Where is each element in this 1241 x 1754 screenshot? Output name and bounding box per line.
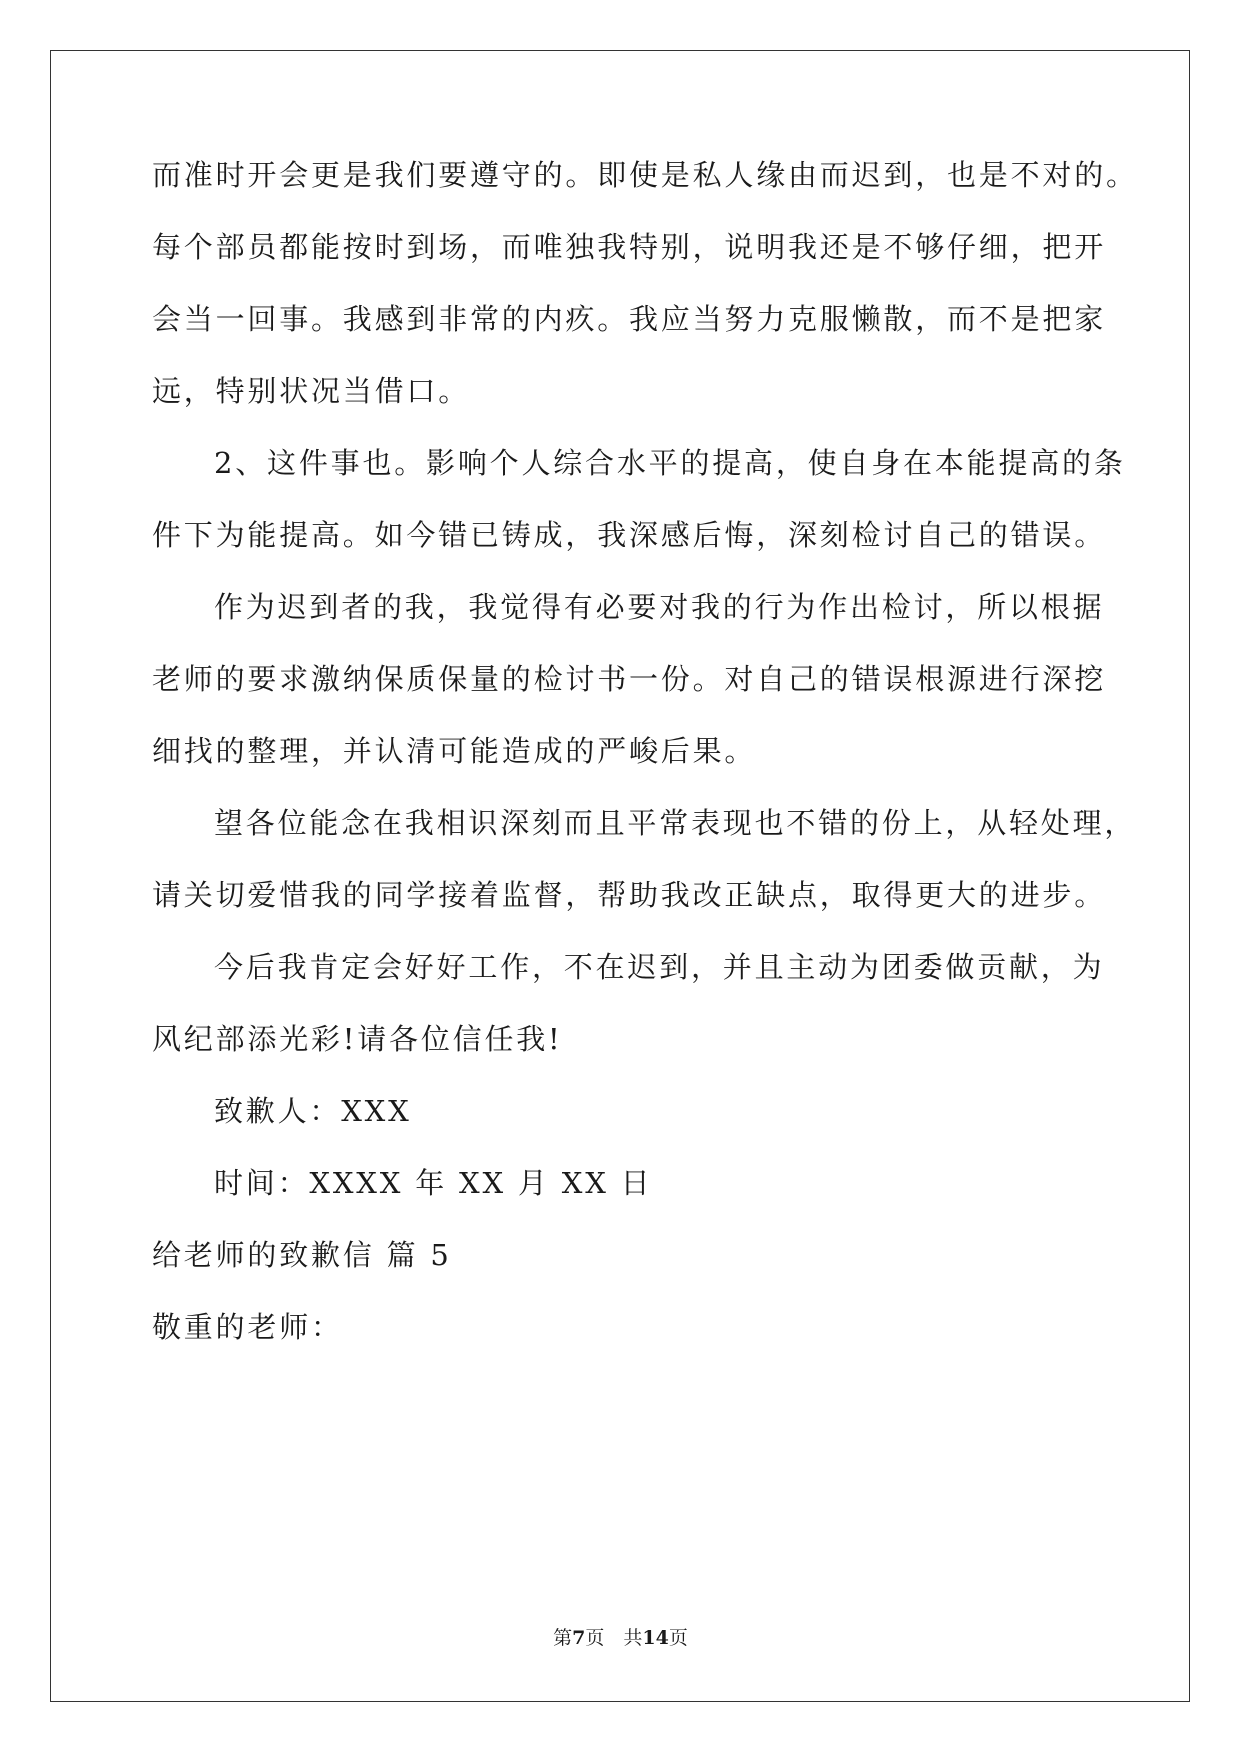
body-line: 远，特别状况当借口。 [152, 374, 471, 408]
body-line: 请关切爱惜我的同学接着监督，帮助我改正缺点，取得更大的进步。 [152, 878, 1107, 912]
paragraph-start: 望各位能念在我相识深刻而且平常表现也不错的份上，从轻处理， [214, 806, 1137, 840]
body-line: 件下为能提高。如今错已铸成，我深感后悔，深刻检讨自己的错误。 [152, 518, 1107, 552]
footer-suffix: 页 [668, 1627, 688, 1649]
current-page-number: 7 [572, 1627, 586, 1649]
salutation: 敬重的老师： [152, 1310, 343, 1344]
body-line: 而准时开会更是我们要遵守的。即使是私人缘由而迟到，也是不对的。 [152, 158, 1138, 192]
signature-line: 致歉人：XXX [214, 1094, 412, 1128]
body-line: 老师的要求激纳保质保量的检讨书一份。对自己的错误根源进行深挖 [152, 662, 1107, 696]
body-line: 风纪部添光彩!请各位信任我! [152, 1022, 563, 1056]
date-line: 时间：XXXX 年 XX 月 XX 日 [214, 1166, 653, 1200]
body-line: 每个部员都能按时到场，而唯独我特别，说明我还是不够仔细，把开 [152, 230, 1107, 264]
page-footer [0, 1625, 1241, 1651]
paragraph-start: 今后我肯定会好好工作，不在迟到，并且主动为团委做贡献，为 [214, 950, 1105, 984]
footer-middle: 页 共 [585, 1627, 643, 1649]
paragraph-start: 2、这件事也。影响个人综合水平的提高，使自身在本能提高的条 [214, 446, 1126, 480]
footer-prefix: 第 [553, 1627, 573, 1649]
paragraph-start: 作为迟到者的我，我觉得有必要对我的行为作出检讨，所以根据 [214, 590, 1105, 624]
section-heading: 给老师的致歉信 篇 5 [152, 1238, 452, 1272]
body-line: 细找的整理，并认清可能造成的严峻后果。 [152, 734, 757, 768]
total-page-count: 14 [642, 1627, 669, 1649]
body-line: 会当一回事。我感到非常的内疚。我应当努力克服懒散，而不是把家 [152, 302, 1107, 336]
